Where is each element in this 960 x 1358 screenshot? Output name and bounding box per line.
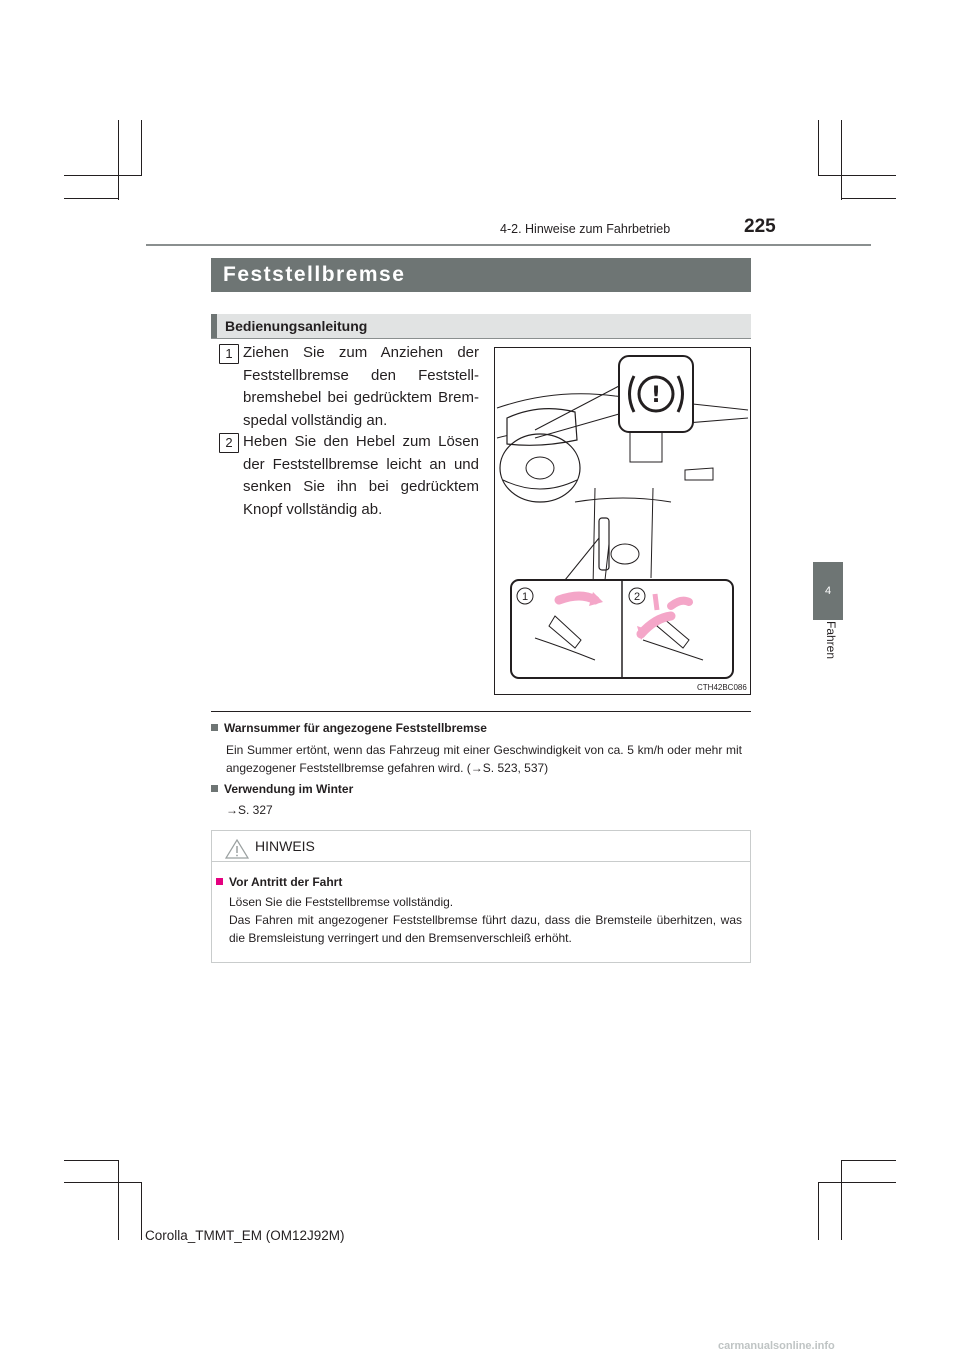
hinweis-box <box>211 830 751 963</box>
crop-mark <box>118 120 119 200</box>
hinweis-label: HINWEIS <box>255 838 315 854</box>
separator-rule <box>211 711 751 712</box>
crop-mark <box>141 120 142 175</box>
crop-mark <box>818 120 819 175</box>
page-number: 225 <box>744 216 776 237</box>
crop-mark <box>818 175 896 176</box>
crop-mark <box>841 1160 896 1161</box>
crop-mark <box>64 198 119 199</box>
header-rule <box>146 244 871 246</box>
crop-mark <box>64 1182 142 1183</box>
note-title-buzzer: Warnsummer für angezogene Feststellbremse <box>211 721 487 735</box>
crop-mark <box>841 1160 842 1240</box>
crop-mark <box>818 1182 896 1183</box>
crop-mark <box>64 1160 119 1161</box>
warning-triangle-icon <box>225 839 249 859</box>
note-body-winter: →S. 327 <box>226 803 273 817</box>
section-reference: 4-2. Hinweise zum Fahrbetrieb <box>500 222 671 236</box>
square-bullet-icon <box>211 785 218 792</box>
footer-doc-id: Corolla_TMMT_EM (OM12J92M) <box>145 1228 345 1243</box>
section-title: Feststellbremse <box>211 258 751 292</box>
warning-symbol-text: ! <box>650 383 662 408</box>
sub-header-rule <box>211 338 751 339</box>
crop-mark <box>841 198 896 199</box>
step-text-2: Heben Sie den Hebel zum Lösen der Feststellbremse leicht an und senken Sie ihn bei gedrücktem Knopf vollständig ab. <box>243 433 479 518</box>
callout-1-text: 1 <box>521 591 529 603</box>
crop-mark <box>118 1160 119 1240</box>
crop-mark <box>818 1182 819 1240</box>
crop-mark <box>64 175 142 176</box>
chapter-label: Fahren <box>824 620 838 660</box>
chapter-tab: 4 <box>813 562 843 620</box>
crop-mark <box>141 1182 142 1240</box>
square-bullet-icon <box>216 878 223 885</box>
hinweis-line-1: Lösen Sie die Feststellbremse vollständig. <box>229 895 454 909</box>
parking-brake-drawing <box>495 348 750 694</box>
note-body-buzzer: Ein Summer ertönt, wenn das Fahrzeug mit einer Geschwindigkeit von ca. 5 km/h oder mehr mit angezogener Feststellbremse gefahren wird. (→S. 523, 537) <box>226 743 742 775</box>
hinweis-body <box>229 893 742 947</box>
watermark: carmanualsonline.info <box>718 1340 835 1352</box>
parking-brake-illustration <box>494 347 751 695</box>
note-title-winter: Verwendung im Winter <box>211 782 353 796</box>
step-number-2: 2 <box>219 433 239 453</box>
step-text-1: Ziehen Sie zum Anziehen der Feststellbremse den Feststellbremshebel bei gedrücktem Bremspedal vollständig an. <box>243 344 479 429</box>
square-bullet-icon <box>211 724 218 731</box>
figure-code: CTH42BC086 <box>697 683 747 692</box>
crop-mark <box>841 120 842 200</box>
callout-2-text: 2 <box>633 591 641 603</box>
step-number-1: 1 <box>219 344 239 364</box>
hinweis-line-2: Das Fahren mit angezogener Feststellbremse führt dazu, dass die Bremsteile überhitzen, was die Bremsleistung verringert und den Bremsenverschleiß erhöht. <box>229 913 742 945</box>
hinweis-item-title: Vor Antritt der Fahrt <box>216 875 342 889</box>
hinweis-divider <box>212 861 750 862</box>
sub-header: Bedienungsanleitung <box>211 314 751 338</box>
